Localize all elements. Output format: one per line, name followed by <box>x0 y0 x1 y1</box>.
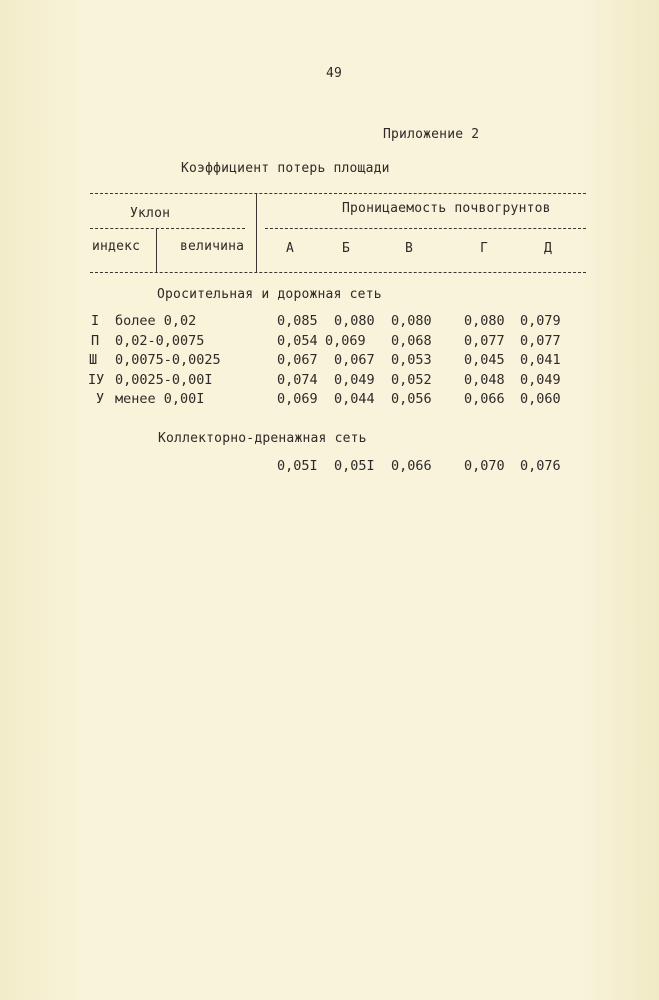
header-value: величина <box>180 239 245 254</box>
header-slope: Уклон <box>130 206 171 221</box>
row-slope: 0,0075-0,0025 <box>115 352 221 368</box>
row-index: ІУ <box>88 372 105 388</box>
header-class-d: Д <box>544 241 553 256</box>
row-slope: менее 0,00I <box>115 391 205 407</box>
section-title-irrigation: Оросительная и дорожная сеть <box>157 287 382 302</box>
cell-a: 0,067 <box>277 352 318 368</box>
cell-b: 0,080 <box>334 313 375 329</box>
row-slope: 0,02-0,0075 <box>115 333 205 349</box>
header-class-b: Б <box>342 241 351 256</box>
table-title: Коэффициент потерь площади <box>181 161 390 176</box>
cell-d: 0,041 <box>520 352 561 368</box>
header-class-g: Г <box>480 241 489 256</box>
cell-g: 0,048 <box>464 372 505 388</box>
page-number: 49 <box>326 66 343 81</box>
header-mid-rule-left <box>90 228 245 229</box>
row-index: Ш <box>89 352 98 368</box>
cell-v: 0,066 <box>391 458 432 474</box>
cell-g: 0,080 <box>464 313 505 329</box>
cell-d: 0,076 <box>520 458 561 474</box>
header-mid-rule-right <box>265 228 586 229</box>
cell-v: 0,056 <box>391 391 432 407</box>
cell-g: 0,070 <box>464 458 505 474</box>
cell-b: 0,049 <box>334 372 375 388</box>
cell-d: 0,049 <box>520 372 561 388</box>
row-slope: 0,0025-0,00I <box>115 372 213 388</box>
row-index: П <box>91 333 100 349</box>
cell-d: 0,077 <box>520 333 561 349</box>
cell-a: 0,054 <box>277 333 318 349</box>
cell-d: 0,060 <box>520 391 561 407</box>
header-permeability: Проницаемость почвогрунтов <box>342 201 551 216</box>
appendix-label: Приложение 2 <box>383 127 480 142</box>
cell-d: 0,079 <box>520 313 561 329</box>
cell-v: 0,080 <box>391 313 432 329</box>
cell-a: 0,069 <box>277 391 318 407</box>
cell-a: 0,05I <box>277 458 318 474</box>
cell-b: 0,067 <box>334 352 375 368</box>
header-divider-slope <box>156 228 157 272</box>
header-index: индекс <box>92 239 141 254</box>
table-top-rule <box>90 193 586 194</box>
header-divider-main <box>256 193 257 273</box>
cell-v: 0,052 <box>391 372 432 388</box>
row-slope: более 0,02 <box>115 313 197 329</box>
cell-v: 0,068 <box>391 333 432 349</box>
header-class-v: В <box>405 241 414 256</box>
cell-a: 0,085 <box>277 313 318 329</box>
section-title-drainage: Коллекторно-дренажная сеть <box>158 431 367 446</box>
cell-b: 0,069 <box>325 333 366 349</box>
cell-g: 0,045 <box>464 352 505 368</box>
cell-a: 0,074 <box>277 372 318 388</box>
cell-v: 0,053 <box>391 352 432 368</box>
cell-g: 0,077 <box>464 333 505 349</box>
cell-b: 0,05I <box>334 458 375 474</box>
row-index: I <box>91 313 100 329</box>
header-class-a: А <box>286 241 295 256</box>
cell-g: 0,066 <box>464 391 505 407</box>
cell-b: 0,044 <box>334 391 375 407</box>
row-index: У <box>96 391 105 407</box>
header-bottom-rule <box>90 272 586 273</box>
